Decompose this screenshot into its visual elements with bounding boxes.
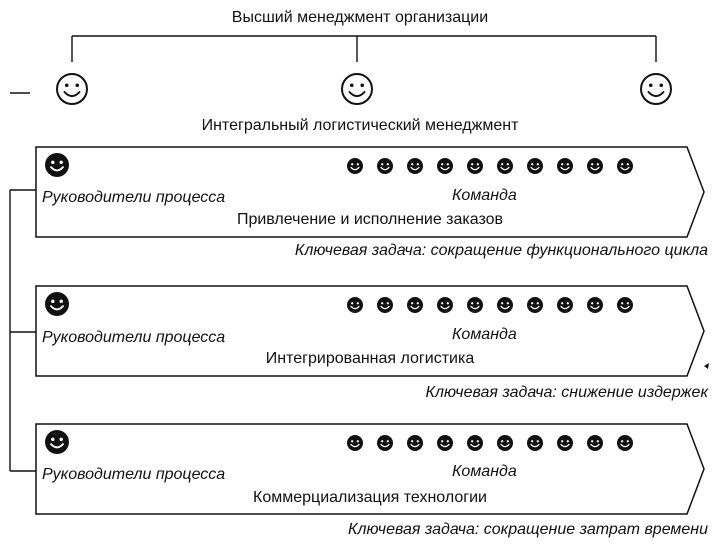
process-name-1: Привлечение и исполнение заказов — [236, 211, 504, 228]
team-member-icon-1-1 — [347, 158, 363, 174]
leaders-label-3: Руководители процесса — [42, 466, 226, 483]
integral-title: Интегральный логистический менеджмент — [201, 117, 519, 134]
team-member-icon-1-6 — [497, 158, 513, 174]
team-member-icon-3-4 — [437, 435, 453, 451]
managers-group — [57, 74, 671, 104]
team-member-icon-3-9 — [587, 435, 603, 451]
manager-smiley-icon-2 — [342, 74, 372, 104]
team-member-icon-2-4 — [437, 297, 453, 313]
team-member-icon-1-2 — [377, 158, 393, 174]
team-member-icon-3-7 — [527, 435, 543, 451]
process-name-2: Интегрированная логистика — [265, 350, 475, 367]
team-member-icon-2-5 — [467, 297, 483, 313]
team-member-icon-1-9 — [587, 158, 603, 174]
team-member-icon-3-10 — [617, 435, 633, 451]
leader-smiley-icon-1 — [45, 153, 69, 177]
key-task-2: Ключевая задача: снижение издержек — [425, 384, 708, 401]
stray-mark — [704, 363, 709, 369]
leader-smiley-icon-3 — [45, 430, 69, 454]
team-member-icon-3-6 — [497, 435, 513, 451]
manager-smiley-icon-1 — [57, 74, 87, 104]
team-member-icon-1-5 — [467, 158, 483, 174]
team-member-icon-2-1 — [347, 297, 363, 313]
team-member-icon-1-4 — [437, 158, 453, 174]
management-bracket — [10, 36, 656, 93]
team-member-icon-2-8 — [557, 297, 573, 313]
team-member-icon-2-10 — [617, 297, 633, 313]
team-member-icon-3-1 — [347, 435, 363, 451]
team-member-icon-3-5 — [467, 435, 483, 451]
team-member-icon-1-10 — [617, 158, 633, 174]
team-member-icon-2-9 — [587, 297, 603, 313]
process-name-3: Коммерциализация технологии — [253, 489, 487, 506]
team-member-icon-2-3 — [407, 297, 423, 313]
key-task-1: Ключевая задача: сокращение функционального цикла — [294, 242, 708, 259]
team-member-icon-2-6 — [497, 297, 513, 313]
team-member-icon-3-2 — [377, 435, 393, 451]
top-title: Высший менеджмент организации — [231, 9, 489, 26]
team-member-icon-1-8 — [557, 158, 573, 174]
team-member-icon-2-7 — [527, 297, 543, 313]
team-label-2: Команда — [452, 326, 517, 343]
team-member-icon-2-2 — [377, 297, 393, 313]
team-label-3: Команда — [452, 463, 517, 480]
team-label-1: Команда — [452, 187, 517, 204]
team-member-icon-3-8 — [557, 435, 573, 451]
manager-smiley-icon-3 — [641, 74, 671, 104]
leaders-label-1: Руководители процесса — [42, 189, 226, 206]
leader-smiley-icon-2 — [45, 292, 69, 316]
team-member-icon-1-7 — [527, 158, 543, 174]
leaders-label-2: Руководители процесса — [42, 329, 226, 346]
process-connector — [10, 190, 36, 471]
key-task-3: Ключевая задача: сокращение затрат времени — [348, 521, 708, 538]
team-member-icon-3-3 — [407, 435, 423, 451]
team-member-icon-1-3 — [407, 158, 423, 174]
